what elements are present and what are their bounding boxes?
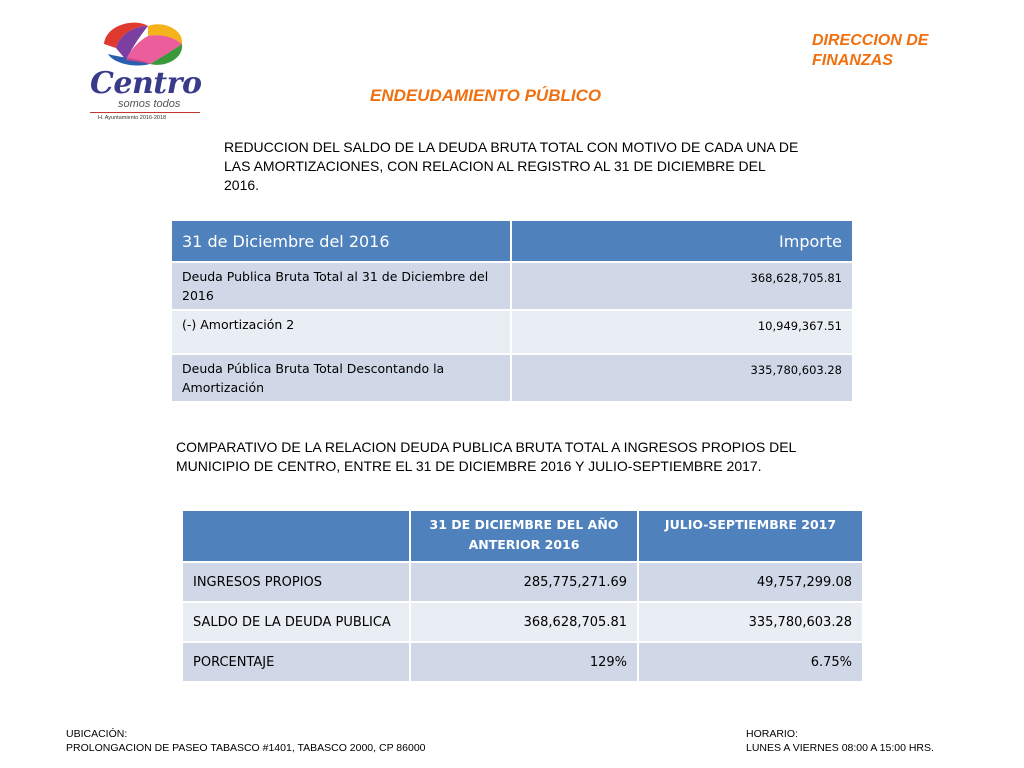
table-header-row [171,220,853,262]
department-line-1: DIRECCION DE [812,32,929,49]
row-value: 10,949,367.51 [511,310,853,354]
location-address: PROLONGACION DE PASEO TABASCO #1401, TABASCO 2000, CP 86000 [66,742,426,754]
column-header-date: 31 de Diciembre del 2016 [171,220,511,262]
row-label: Deuda Pública Bruta Total Descontando la Amortización [171,354,511,402]
hours-value: LUNES A VIERNES 08:00 A 15:00 HRS. [746,742,934,754]
logo-wordmark: Centro [90,66,202,101]
location-label: UBICACIÓN: [66,728,128,740]
row-value-2017: 335,780,603.28 [638,602,863,642]
column-header-jul-sep-2017: JULIO-SEPTIEMBRE 2017 [638,510,863,562]
column-header-amount: Importe [511,220,853,262]
department-line-2: FINANZAS [812,52,893,69]
logo-divider [90,112,200,113]
column-header-december-2016: 31 DE DICIEMBRE DEL AÑO ANTERIOR 2016 [410,510,638,562]
table-row [171,262,853,310]
debt-comparison-table [181,509,864,683]
row-label: Deuda Publica Bruta Total al 31 de Diciembre del 2016 [171,262,511,310]
row-label: (-) Amortización 2 [171,310,511,354]
hours-label: HORARIO: [746,728,798,740]
table-row [171,310,853,354]
row-value-2017: 6.75% [638,642,863,682]
table-row [182,602,863,642]
row-label: PORCENTAJE [182,642,410,682]
row-value-2016: 129% [410,642,638,682]
table-row [182,562,863,602]
section2-description: COMPARATIVO DE LA RELACION DEUDA PUBLICA BRUTA TOTAL A INGRESOS PROPIOS DEL MUNICIPIO DE CENTRO, ENTRE EL 31 DE DICIEMBRE 2016 Y JULIO-SEPTIEMBRE 2017. [176,439,796,474]
row-label: SALDO DE LA DEUDA PUBLICA [182,602,410,642]
footer-hours [746,727,934,755]
table-row [171,354,853,402]
row-label: INGRESOS PROPIOS [182,562,410,602]
department-name [812,31,1012,71]
footer-location [66,727,426,755]
table-row [182,642,863,682]
row-value-2016: 368,628,705.81 [410,602,638,642]
debt-reduction-table [170,219,854,403]
row-value: 335,780,603.28 [511,354,853,402]
column-header-blank [182,510,410,562]
section1-description: REDUCCION DEL SALDO DE LA DEUDA BRUTA TOTAL CON MOTIVO DE CADA UNA DE LAS AMORTIZACIONES, CON RELACION AL REGISTRO AL 31 DE DICIEMBRE DEL 2016. [224,139,799,193]
page-title: ENDEUDAMIENTO PÚBLICO [370,86,602,105]
row-value: 368,628,705.81 [511,262,853,310]
logo-period: H. Ayuntamiento 2016-2018 [98,115,167,121]
centro-logo [86,14,206,121]
logo-emblem-icon [86,14,206,74]
row-value-2016: 285,775,271.69 [410,562,638,602]
logo-tagline: somos todos [118,98,181,110]
row-value-2017: 49,757,299.08 [638,562,863,602]
table-header-row [182,510,863,562]
